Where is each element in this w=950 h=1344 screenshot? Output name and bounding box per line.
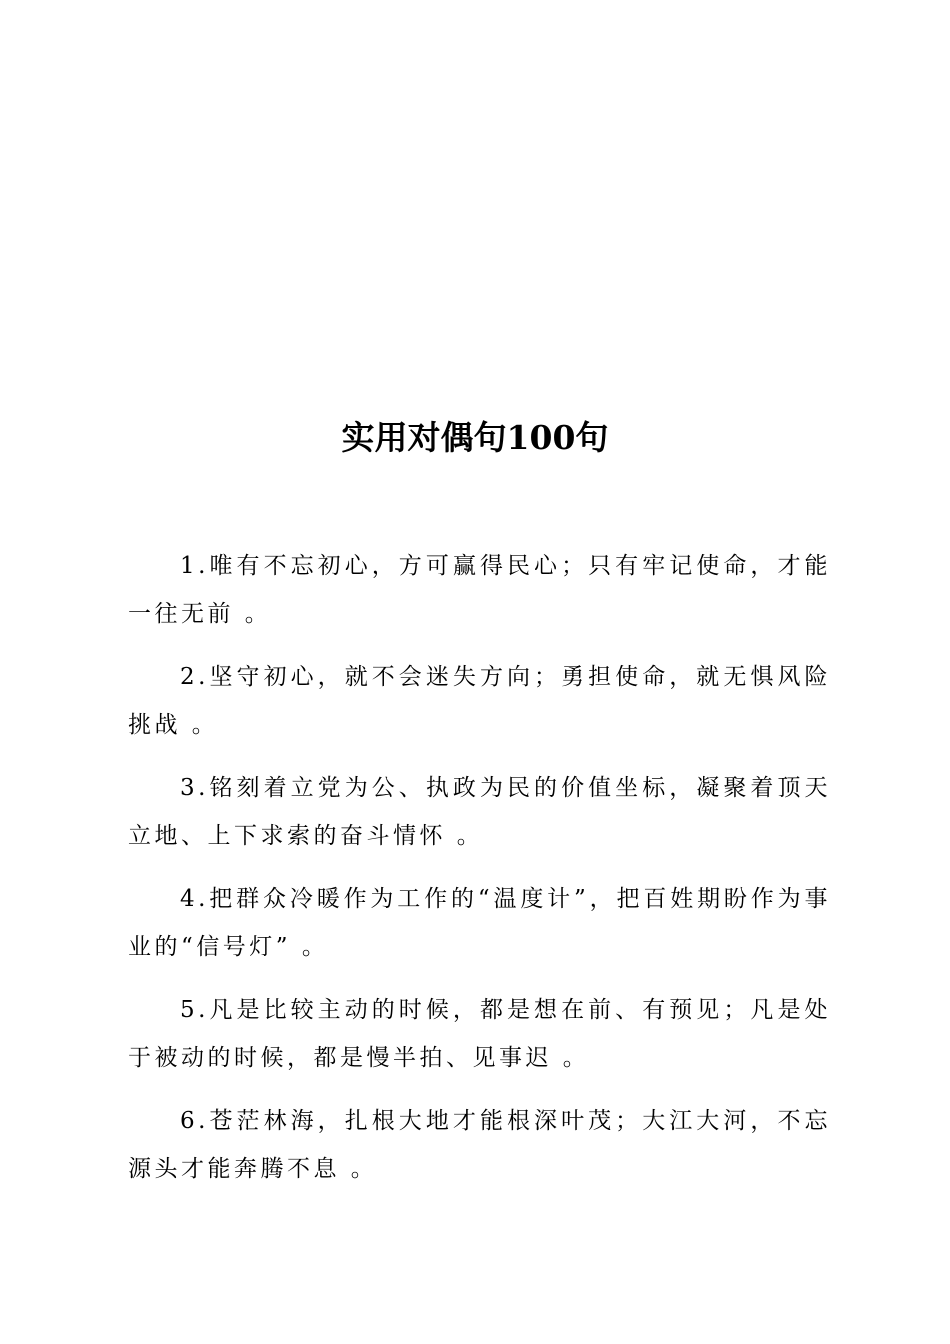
paragraph-3: 3.铭刻着立党为公、执政为民的价值坐标，凝聚着顶天立地、上下求索的奋斗情怀 。	[128, 775, 831, 849]
paragraph-5: 5.凡是比较主动的时候，都是想在前、有预见；凡是处于被动的时候，都是慢半拍、见事迟 。	[128, 997, 831, 1071]
document-title: 实用对偶句100句	[341, 418, 609, 457]
document-body	[128, 542, 831, 1208]
paragraph-6: 6.苍茫林海，扎根大地才能根深叶茂；大江大河，不忘源头才能奔腾不息 。	[128, 1108, 831, 1182]
paragraph-2: 2.坚守初心，就不会迷失方向；勇担使命，就无惧风险挑战 。	[128, 664, 831, 738]
paragraph-1: 1.唯有不忘初心，方可赢得民心；只有牢记使命，才能一往无前 。	[128, 553, 831, 627]
paragraph-4: 4.把群众冷暖作为工作的“温度计”，把百姓期盼作为事业的“信号灯” 。	[128, 886, 831, 960]
